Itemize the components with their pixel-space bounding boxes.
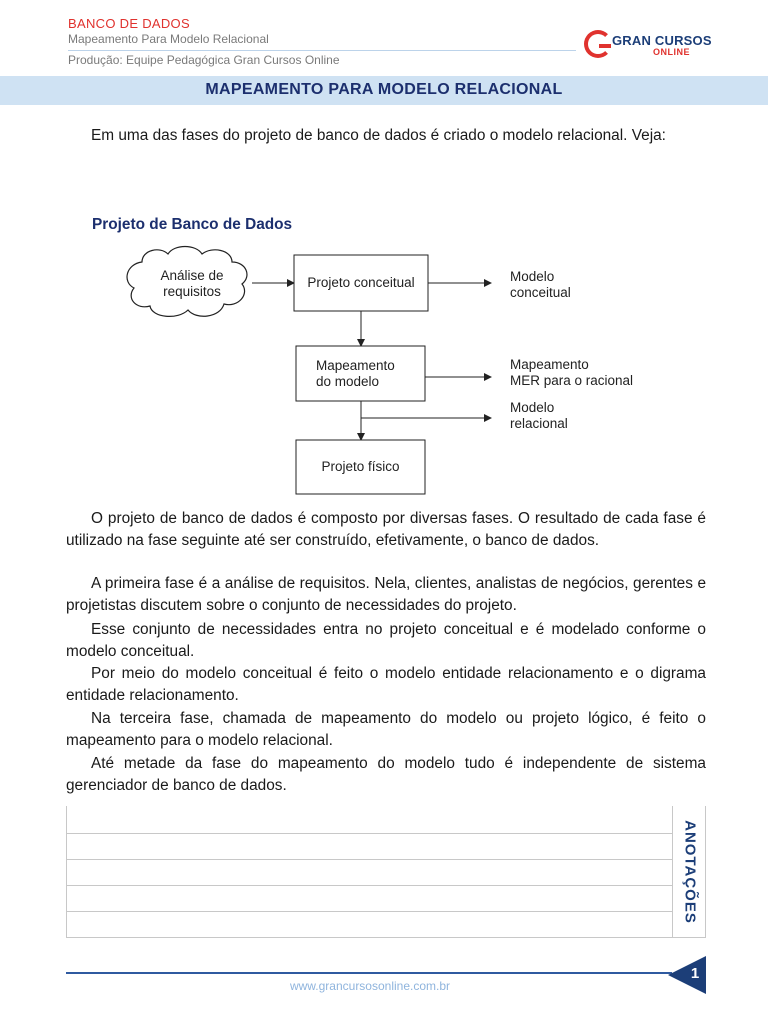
- note-line: [67, 911, 672, 912]
- notes-area: [66, 806, 706, 938]
- out3-line2: relacional: [510, 416, 568, 431]
- header-subject: BANCO DE DADOS: [68, 16, 190, 31]
- gran-cursos-logo: [584, 30, 712, 64]
- physical-box-label: Projeto físico: [321, 459, 400, 474]
- paragraph-5: Na terceira fase, chamada de mapeamento do modelo ou projeto lógico, é feito o mapeamento para o modelo relacional.: [66, 710, 706, 749]
- header-producer: Produção: Equipe Pedagógica Gran Cursos Online: [68, 53, 340, 67]
- diagram-title: Projeto de Banco de Dados: [92, 216, 293, 233]
- logo-line2: ONLINE: [653, 47, 691, 57]
- out2-line1: Mapeamento: [510, 357, 589, 372]
- cloud-line1: Análise de: [160, 268, 224, 283]
- footer-url: www.grancursosonline.com.br: [289, 979, 451, 993]
- page-number-badge: [668, 956, 706, 994]
- out3-line1: Modelo: [510, 400, 555, 415]
- paragraph-2: A primeira fase é a análise de requisitos. Nela, clientes, analistas de negócios, gerentes e projetistas discutem sobre o conjunto de necessidades do projeto.: [66, 575, 706, 614]
- database-design-diagram: [0, 240, 768, 500]
- mapping-box-label: [316, 358, 395, 390]
- output-relational-model: [510, 400, 568, 432]
- mapping-line1: Mapeamento: [316, 358, 395, 373]
- page-number: 1: [690, 965, 700, 982]
- note-line: [67, 885, 672, 886]
- logo-line1: GRAN CURSOS: [612, 33, 712, 48]
- paragraph-3: Esse conjunto de necessidades entra no projeto conceitual e é modelado conforme o modelo conceitual.: [66, 621, 706, 660]
- notes-label: [673, 806, 706, 937]
- footer-line: [66, 972, 672, 974]
- paragraph-4: Por meio do modelo conceitual é feito o modelo entidade relacionamento e o digrama entidade relacionamento.: [66, 665, 706, 704]
- out1-line1: Modelo: [510, 269, 555, 284]
- output-conceptual-model: [510, 269, 571, 301]
- header-topic: Mapeamento Para Modelo Relacional: [68, 32, 269, 46]
- cloud-label: [150, 268, 234, 300]
- paragraph-1: O projeto de banco de dados é composto por diversas fases. O resultado de cada fase é utilizado na fase seguinte até ser construído, efetivamente, o banco de dados.: [66, 510, 706, 549]
- conceptual-box-label: Projeto conceitual: [307, 275, 415, 290]
- mapping-line2: do modelo: [316, 374, 380, 389]
- out2-line2: MER para o racional: [510, 373, 634, 388]
- notes-label-text: ANOTAÇÕES: [681, 819, 698, 924]
- intro-paragraph: Em uma das fases do projeto de banco de dados é criado o modelo relacional. Veja:: [91, 127, 666, 144]
- cloud-line2: requisitos: [163, 284, 221, 299]
- output-mer-mapping: [510, 357, 633, 389]
- out1-line2: conceitual: [510, 285, 571, 300]
- header-divider: [68, 50, 576, 51]
- paragraph-6: Até metade da fase do mapeamento do modelo tudo é independente de sistema gerenciador de banco de dados.: [66, 755, 706, 794]
- page-title: MAPEAMENTO PARA MODELO RELACIONAL: [205, 81, 563, 98]
- logo-g-icon: [584, 30, 612, 58]
- note-line: [67, 833, 672, 834]
- note-line: [67, 859, 672, 860]
